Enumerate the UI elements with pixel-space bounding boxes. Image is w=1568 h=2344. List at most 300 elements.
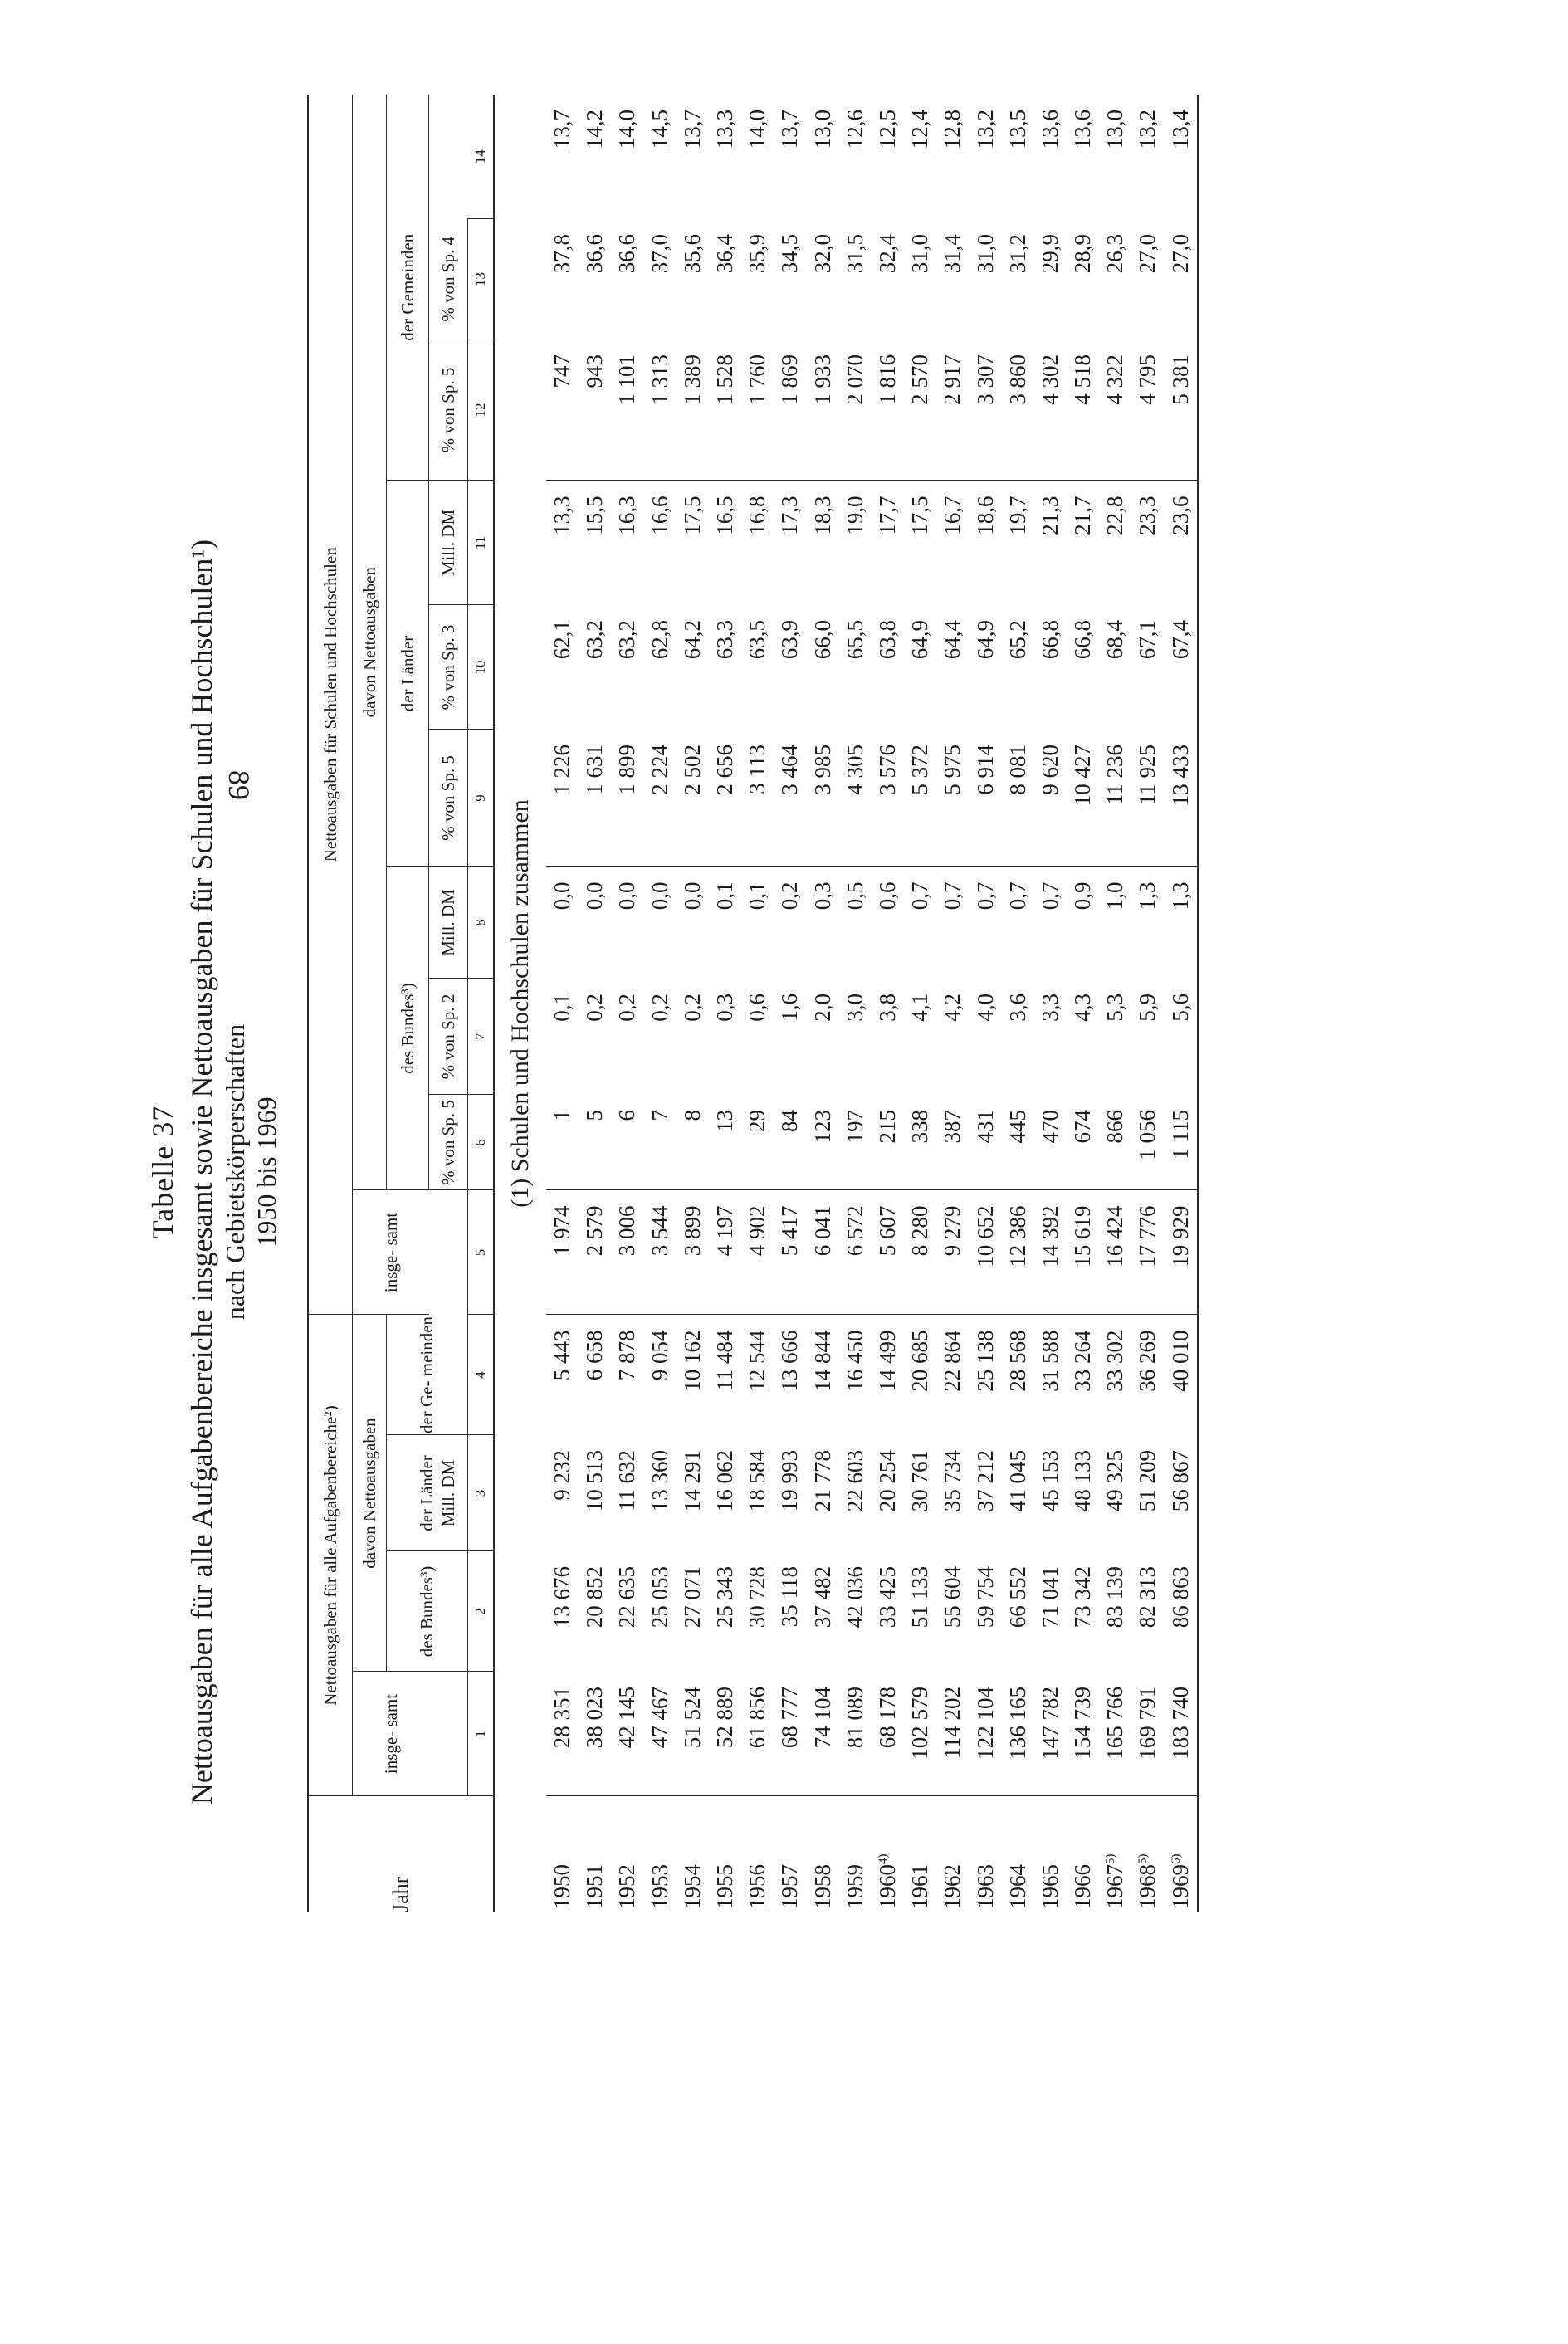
cell-col-10: 63,8 xyxy=(874,619,900,660)
cell-col-9: 2 656 xyxy=(709,730,741,867)
header-group-all: Nettoausgaben für alle Aufgabenbereiche²) xyxy=(308,1315,353,1796)
cell-col-10: 68,4 xyxy=(1102,619,1128,660)
cell-col-5: 3 899 xyxy=(677,1190,709,1315)
cell-col-8: 0,2 xyxy=(777,881,803,911)
cell-col-8: 0,6 xyxy=(874,881,900,911)
year-cell: 1957 xyxy=(777,1864,803,1909)
cell-col-5: 5 607 xyxy=(872,1190,904,1315)
cell-col-8: 0,7 xyxy=(972,881,998,911)
cell-col-9: 8 081 xyxy=(1002,730,1034,867)
cell-col-7: 3,8 xyxy=(874,993,900,1022)
cell-col-12: 3 860 xyxy=(1002,339,1034,481)
cell-col-13: 28,9 xyxy=(1070,233,1096,274)
cell-col-4: 5 443 xyxy=(550,1330,575,1381)
cell-col-13: 27,0 xyxy=(1135,233,1160,274)
cell-col-14: 13,2 xyxy=(1135,109,1160,149)
cell-col-10: 67,1 xyxy=(1135,619,1160,660)
cell-col-7: 5,3 xyxy=(1102,993,1128,1022)
cell-col-5: 16 424 xyxy=(1099,1190,1131,1315)
year-cell: 1960$^{4)}$ xyxy=(874,1853,900,1909)
cell-col-1: 102 579 xyxy=(904,1672,936,1796)
year-cell: 1965 xyxy=(1037,1864,1062,1909)
cell-col-6: 123 xyxy=(807,1095,839,1190)
cell-col-11: 18,6 xyxy=(972,496,998,535)
cell-col-9: 2 502 xyxy=(677,730,709,867)
cell-col-9: 3 576 xyxy=(872,730,904,867)
cell-col-7: 4,1 xyxy=(907,993,933,1022)
cell-col-2: 82 313 xyxy=(1135,1566,1160,1629)
cell-col-4: 40 010 xyxy=(1165,1315,1198,1435)
cell-col-10: 64,9 xyxy=(907,619,933,660)
header-all-davon: davon Nettoausgaben xyxy=(353,1315,387,1672)
cell-col-13: 37,8 xyxy=(550,233,575,274)
cell-col-2: 73 342 xyxy=(1070,1566,1096,1629)
cell-col-3: 10 513 xyxy=(582,1450,608,1512)
year-cell: 1952 xyxy=(614,1864,640,1909)
cell-col-8: 1,0 xyxy=(1102,881,1128,911)
year-cell: 1962 xyxy=(940,1864,965,1909)
cell-col-7: 0,2 xyxy=(679,993,705,1022)
cell-col-5: 6 041 xyxy=(807,1190,839,1315)
year-cell: 1966 xyxy=(1070,1864,1096,1909)
col-number: 13 xyxy=(468,219,495,339)
cell-col-6: 7 xyxy=(644,1095,677,1190)
cell-col-13: 31,5 xyxy=(842,233,867,274)
cell-col-9: 6 914 xyxy=(969,730,1001,867)
header-pct-sp2: % von Sp. 2 xyxy=(429,979,468,1095)
table-title: Nettoausgaben für alle Aufgabenbereiche insgesamt sowie Nettoausgaben für Schulen und Hochschulen¹) xyxy=(185,539,218,1805)
cell-col-5: 10 652 xyxy=(969,1190,1001,1315)
cell-col-11: 15,5 xyxy=(582,496,608,535)
col-number: 7 xyxy=(468,979,495,1095)
cell-col-12: 943 xyxy=(579,339,611,481)
cell-col-5: 4 902 xyxy=(741,1190,774,1315)
cell-col-1: 122 104 xyxy=(969,1672,1001,1796)
table-years: 1950 bis 1969 xyxy=(252,1096,281,1248)
cell-col-1: 183 740 xyxy=(1165,1672,1198,1796)
cell-col-14: 13,0 xyxy=(1102,109,1128,149)
cell-col-10: 64,4 xyxy=(940,619,965,660)
table-body xyxy=(494,95,1198,1912)
table-row xyxy=(839,95,872,1912)
cell-col-10: 64,9 xyxy=(972,619,998,660)
cell-col-1: 136 165 xyxy=(1002,1672,1034,1796)
cell-col-10: 65,5 xyxy=(842,619,867,660)
cell-col-11: 18,3 xyxy=(809,496,835,535)
table-row xyxy=(1034,95,1067,1912)
cell-col-14: 14,2 xyxy=(582,109,608,149)
table-row xyxy=(969,95,1001,1912)
cell-col-3: 20 254 xyxy=(874,1450,900,1512)
cell-col-11: 22,8 xyxy=(1102,496,1128,535)
cell-col-12: 1 869 xyxy=(774,339,806,481)
cell-col-1: 28 351 xyxy=(546,1672,579,1796)
cell-col-6: 387 xyxy=(936,1095,969,1190)
table-row xyxy=(872,95,904,1912)
cell-col-7: 0,2 xyxy=(582,993,608,1022)
cell-col-7: 3,0 xyxy=(842,993,867,1022)
header-pct-sp5-bund: % von Sp. 5 xyxy=(429,1095,468,1190)
cell-col-5: 2 579 xyxy=(579,1190,611,1315)
cell-col-11: 16,6 xyxy=(647,496,672,535)
cell-col-6: 215 xyxy=(872,1095,904,1190)
year-header: Jahr xyxy=(308,1796,494,1912)
cell-col-7: 0,2 xyxy=(614,993,640,1022)
table-row xyxy=(741,95,774,1912)
cell-col-5: 8 280 xyxy=(904,1190,936,1315)
cell-col-1: 81 089 xyxy=(839,1672,872,1796)
cell-col-13: 29,9 xyxy=(1037,233,1062,274)
cell-col-2: 25 343 xyxy=(712,1566,738,1629)
cell-col-12: 1 389 xyxy=(677,339,709,481)
cell-col-11: 17,5 xyxy=(907,496,933,535)
header-mill-dm-laender: Mill. DM xyxy=(429,867,468,979)
table-label: Tabelle 37 xyxy=(146,1105,179,1239)
header-pct-sp4: % von Sp. 4 xyxy=(429,219,468,339)
table-row xyxy=(1131,95,1164,1912)
cell-col-9: 3 985 xyxy=(807,730,839,867)
cell-col-4: 13 666 xyxy=(777,1330,803,1392)
cell-col-11: 21,3 xyxy=(1037,496,1062,535)
year-cell: 1958 xyxy=(809,1864,835,1909)
year-cell: 1969$^{6)}$ xyxy=(1165,1796,1198,1912)
col-number: 4 xyxy=(468,1315,495,1435)
header-gemeinden-group: der Gemeinden xyxy=(387,95,429,481)
table-row xyxy=(709,95,741,1912)
cell-col-12: 2 570 xyxy=(904,339,936,481)
cell-col-12: 5 381 xyxy=(1165,339,1198,481)
cell-col-7: 5,9 xyxy=(1135,993,1160,1022)
cell-col-11: 17,7 xyxy=(874,496,900,535)
cell-col-5: 15 619 xyxy=(1067,1190,1099,1315)
table-row xyxy=(644,95,677,1912)
cell-col-2: 37 482 xyxy=(809,1566,835,1629)
year-cell: 1954 xyxy=(679,1864,705,1909)
cell-col-9: 9 620 xyxy=(1034,730,1067,867)
col-number: 14 xyxy=(468,95,495,219)
section-label: (1) Schulen und Hochschulen zusammen xyxy=(506,799,534,1208)
cell-col-13: 36,6 xyxy=(614,233,640,274)
cell-col-4: 31 588 xyxy=(1037,1330,1062,1392)
cell-col-8: 0,7 xyxy=(1037,881,1062,911)
cell-col-11: 19,0 xyxy=(842,496,867,535)
cell-col-1: 165 766 xyxy=(1099,1672,1131,1796)
cell-col-2: 59 754 xyxy=(972,1566,998,1629)
cell-col-12: 4 518 xyxy=(1067,339,1099,481)
header-des-bundes: des Bundes³) xyxy=(387,1551,468,1672)
table-row xyxy=(936,95,969,1912)
cell-col-1: 38 023 xyxy=(579,1672,611,1796)
header-pct-sp3: % von Sp. 3 xyxy=(429,605,468,730)
cell-col-10: 63,5 xyxy=(745,619,770,660)
cell-col-2: 66 552 xyxy=(1004,1566,1030,1629)
cell-col-2: 30 728 xyxy=(745,1566,770,1629)
table-row xyxy=(677,95,709,1912)
cell-col-2: 20 852 xyxy=(582,1566,608,1629)
col-number: 2 xyxy=(468,1551,495,1672)
cell-col-1: 52 889 xyxy=(709,1672,741,1796)
cell-col-5: 3 006 xyxy=(611,1190,643,1315)
cell-col-2: 86 863 xyxy=(1165,1551,1198,1672)
cell-col-11: 13,3 xyxy=(550,496,575,535)
cell-col-13: 27,0 xyxy=(1165,219,1198,339)
footnote-marker: 4) xyxy=(876,1853,890,1864)
cell-col-2: 71 041 xyxy=(1037,1566,1062,1629)
cell-col-14: 13,7 xyxy=(777,109,803,149)
table-row xyxy=(1067,95,1099,1912)
cell-col-6: 866 xyxy=(1099,1095,1131,1190)
cell-col-7: 5,6 xyxy=(1165,979,1198,1095)
table-row xyxy=(1165,95,1198,1912)
footnote-marker: 5) xyxy=(1136,1853,1150,1864)
table-row xyxy=(546,95,579,1912)
cell-col-9: 1 899 xyxy=(611,730,643,867)
cell-col-1: 61 856 xyxy=(741,1672,774,1796)
cell-col-12: 1 101 xyxy=(611,339,643,481)
cell-col-12: 1 760 xyxy=(741,339,774,481)
cell-col-7: 4,0 xyxy=(972,993,998,1022)
table-subtitle: nach Gebietskörperschaften xyxy=(220,1023,250,1321)
cell-col-14: 13,3 xyxy=(712,109,738,149)
table-row xyxy=(807,95,839,1912)
cell-col-8: 1,3 xyxy=(1135,881,1160,911)
cell-col-10: 66,0 xyxy=(809,619,835,660)
cell-col-4: 33 264 xyxy=(1070,1330,1096,1392)
year-cell: 1968$^{5)}$ xyxy=(1135,1853,1160,1909)
year-cell: 1967$^{5)}$ xyxy=(1102,1853,1128,1909)
cell-col-7: 4,3 xyxy=(1070,993,1096,1022)
cell-col-14: 12,4 xyxy=(907,109,933,149)
year-cell: 1950 xyxy=(550,1864,575,1909)
cell-col-5: 17 776 xyxy=(1131,1190,1164,1315)
header-mill-dm: Mill. DM xyxy=(429,1190,468,1796)
data-table xyxy=(307,95,1199,1912)
cell-col-3: 37 212 xyxy=(972,1450,998,1512)
cell-col-11: 23,6 xyxy=(1165,481,1198,605)
cell-col-8: 0,9 xyxy=(1070,881,1096,911)
cell-col-12: 747 xyxy=(546,339,579,481)
year-cell: 1959 xyxy=(842,1864,867,1909)
cell-col-10: 63,2 xyxy=(614,619,640,660)
year-cell: 1951 xyxy=(582,1864,608,1909)
cell-col-4: 20 685 xyxy=(907,1330,933,1392)
cell-col-13: 31,0 xyxy=(972,233,998,274)
cell-col-11: 16,8 xyxy=(745,496,770,535)
cell-col-4: 10 162 xyxy=(679,1330,705,1392)
cell-col-6: 5 xyxy=(579,1095,611,1190)
cell-col-9: 1 226 xyxy=(546,730,579,867)
cell-col-11: 17,5 xyxy=(679,496,705,535)
cell-col-2: 22 635 xyxy=(614,1566,640,1629)
col-number: 3 xyxy=(468,1435,495,1551)
cell-col-6: 6 xyxy=(611,1095,643,1190)
cell-col-5: 6 572 xyxy=(839,1190,872,1315)
cell-col-1: 169 791 xyxy=(1131,1672,1164,1796)
cell-col-14: 14,0 xyxy=(745,109,770,149)
cell-col-9: 5 975 xyxy=(936,730,969,867)
header-bund-group: des Bundes³) xyxy=(387,867,429,1190)
year-cell: 1961 xyxy=(907,1864,933,1909)
cell-col-7: 4,2 xyxy=(940,993,965,1022)
cell-col-10: 65,2 xyxy=(1004,619,1030,660)
cell-col-3: 48 133 xyxy=(1070,1450,1096,1512)
cell-col-6: 1 xyxy=(546,1095,579,1190)
cell-col-11: 23,3 xyxy=(1135,496,1160,535)
cell-col-2: 35 118 xyxy=(777,1566,803,1628)
col-number: 5 xyxy=(468,1190,495,1315)
cell-col-4: 11 484 xyxy=(712,1330,738,1391)
cell-col-8: 0,7 xyxy=(907,881,933,911)
cell-col-12: 1 816 xyxy=(872,339,904,481)
table-row xyxy=(1099,95,1131,1912)
cell-col-4: 36 269 xyxy=(1135,1330,1160,1392)
cell-col-9: 3 464 xyxy=(774,730,806,867)
cell-col-2: 51 133 xyxy=(907,1566,933,1629)
cell-col-13: 34,5 xyxy=(777,233,803,274)
cell-col-14: 14,0 xyxy=(614,109,640,149)
cell-col-1: 68 777 xyxy=(774,1672,806,1796)
cell-col-4: 6 658 xyxy=(582,1330,608,1381)
page-number: 89 xyxy=(222,770,256,800)
cell-col-3: 22 603 xyxy=(842,1450,867,1512)
table-row xyxy=(611,95,643,1912)
header-der-laender: der Länder xyxy=(387,1435,468,1551)
cell-col-5: 9 279 xyxy=(936,1190,969,1315)
footnote-marker: 6) xyxy=(1169,1853,1183,1864)
cell-col-3: 56 867 xyxy=(1165,1435,1198,1551)
year-cell: 1963 xyxy=(972,1864,998,1909)
col-number: 1 xyxy=(468,1672,495,1796)
cell-col-3: 13 360 xyxy=(647,1450,672,1512)
header-pct-sp5-laender: % von Sp. 5 xyxy=(429,730,468,867)
cell-col-7: 2,0 xyxy=(809,993,835,1022)
cell-col-8: 0,1 xyxy=(745,881,770,911)
cell-col-6: 431 xyxy=(969,1095,1001,1190)
cell-col-1: 68 178 xyxy=(872,1672,904,1796)
cell-col-3: 9 232 xyxy=(550,1450,575,1501)
cell-col-5: 5 417 xyxy=(774,1190,806,1315)
cell-col-8: 0,1 xyxy=(712,881,738,911)
cell-col-8: 0,0 xyxy=(647,881,672,911)
cell-col-1: 74 104 xyxy=(807,1672,839,1796)
cell-col-6: 674 xyxy=(1067,1095,1099,1190)
cell-col-11: 16,7 xyxy=(940,496,965,535)
cell-col-7: 0,1 xyxy=(550,993,575,1022)
cell-col-4: 7 878 xyxy=(614,1330,640,1381)
cell-col-10: 66,8 xyxy=(1070,619,1096,660)
col-number: 6 xyxy=(468,1095,495,1190)
cell-col-5: 19 929 xyxy=(1165,1190,1198,1315)
cell-col-9: 13 433 xyxy=(1165,730,1198,867)
footnote-marker: 5) xyxy=(1104,1853,1118,1864)
cell-col-14: 12,5 xyxy=(874,109,900,149)
cell-col-14: 13,6 xyxy=(1037,109,1062,149)
cell-col-3: 14 291 xyxy=(679,1450,705,1512)
cell-col-11: 17,3 xyxy=(777,496,803,535)
cell-col-14: 13,5 xyxy=(1004,109,1030,149)
cell-col-10: 63,9 xyxy=(777,619,803,660)
cell-col-11: 16,3 xyxy=(614,496,640,535)
cell-col-4: 9 054 xyxy=(647,1330,672,1381)
cell-col-6: 338 xyxy=(904,1095,936,1190)
cell-col-13: 37,0 xyxy=(647,233,672,274)
cell-col-4: 28 568 xyxy=(1004,1330,1030,1392)
cell-col-12: 1 313 xyxy=(644,339,677,481)
cell-col-14: 13,6 xyxy=(1070,109,1096,149)
cell-col-3: 19 993 xyxy=(777,1450,803,1512)
cell-col-11: 19,7 xyxy=(1004,496,1030,535)
header-schools-insgesamt: insge- samt xyxy=(353,1190,429,1315)
cell-col-10: 62,8 xyxy=(647,619,672,660)
cell-col-13: 35,9 xyxy=(745,233,770,274)
cell-col-6: 445 xyxy=(1002,1095,1034,1190)
cell-col-1: 47 467 xyxy=(644,1672,677,1796)
cell-col-12: 4 795 xyxy=(1131,339,1164,481)
header-schools-davon: davon Nettoausgaben xyxy=(353,95,387,1190)
cell-col-13: 32,4 xyxy=(874,233,900,274)
cell-col-3: 51 209 xyxy=(1135,1450,1160,1512)
cell-col-13: 31,2 xyxy=(1004,233,1030,274)
cell-col-3: 18 584 xyxy=(745,1450,770,1512)
cell-col-7: 3,3 xyxy=(1037,993,1062,1022)
cell-col-13: 31,4 xyxy=(940,233,965,274)
cell-col-2: 13 676 xyxy=(550,1566,575,1629)
cell-col-6: 8 xyxy=(677,1095,709,1190)
cell-col-9: 2 224 xyxy=(644,730,677,867)
cell-col-4: 25 138 xyxy=(972,1330,998,1392)
table-row xyxy=(579,95,611,1912)
cell-col-12: 3 307 xyxy=(969,339,1001,481)
cell-col-2: 83 139 xyxy=(1102,1566,1128,1629)
cell-col-1: 51 524 xyxy=(677,1672,709,1796)
header-mill-dm-gemeinden: Mill. DM xyxy=(429,481,468,605)
cell-col-8: 0,3 xyxy=(809,881,835,911)
cell-col-13: 35,6 xyxy=(679,233,705,274)
cell-col-14: 13,2 xyxy=(972,109,998,149)
cell-col-12: 4 302 xyxy=(1034,339,1067,481)
cell-col-2: 25 053 xyxy=(647,1566,672,1629)
cell-col-8: 1,3 xyxy=(1165,867,1198,979)
cell-col-14: 12,6 xyxy=(842,109,867,149)
cell-col-13: 36,6 xyxy=(582,233,608,274)
cell-col-6: 1 115 xyxy=(1165,1095,1198,1190)
cell-col-6: 470 xyxy=(1034,1095,1067,1190)
cell-col-9: 5 372 xyxy=(904,730,936,867)
cell-col-7: 1,6 xyxy=(777,993,803,1022)
cell-col-12: 2 917 xyxy=(936,339,969,481)
cell-col-5: 3 544 xyxy=(644,1190,677,1315)
cell-col-5: 14 392 xyxy=(1034,1190,1067,1315)
cell-col-10: 64,2 xyxy=(679,619,705,660)
cell-col-8: 0,0 xyxy=(582,881,608,911)
cell-col-14: 14,5 xyxy=(647,109,672,149)
year-cell: 1955 xyxy=(712,1864,738,1909)
cell-col-8: 0,7 xyxy=(940,881,965,911)
cell-col-4: 16 450 xyxy=(842,1330,867,1392)
cell-col-1: 147 782 xyxy=(1034,1672,1067,1796)
header-pct-sp5-gemeinden: % von Sp. 5 xyxy=(429,339,468,481)
cell-col-1: 42 145 xyxy=(611,1672,643,1796)
cell-col-6: 197 xyxy=(839,1095,872,1190)
cell-col-13: 31,0 xyxy=(907,233,933,274)
cell-col-13: 36,4 xyxy=(712,233,738,274)
cell-col-3: 11 632 xyxy=(614,1450,640,1511)
cell-col-11: 21,7 xyxy=(1070,496,1096,535)
cell-col-9: 10 427 xyxy=(1067,730,1099,867)
cell-col-2: 33 425 xyxy=(874,1566,900,1629)
cell-col-6: 29 xyxy=(741,1095,774,1190)
cell-col-13: 32,0 xyxy=(809,233,835,274)
